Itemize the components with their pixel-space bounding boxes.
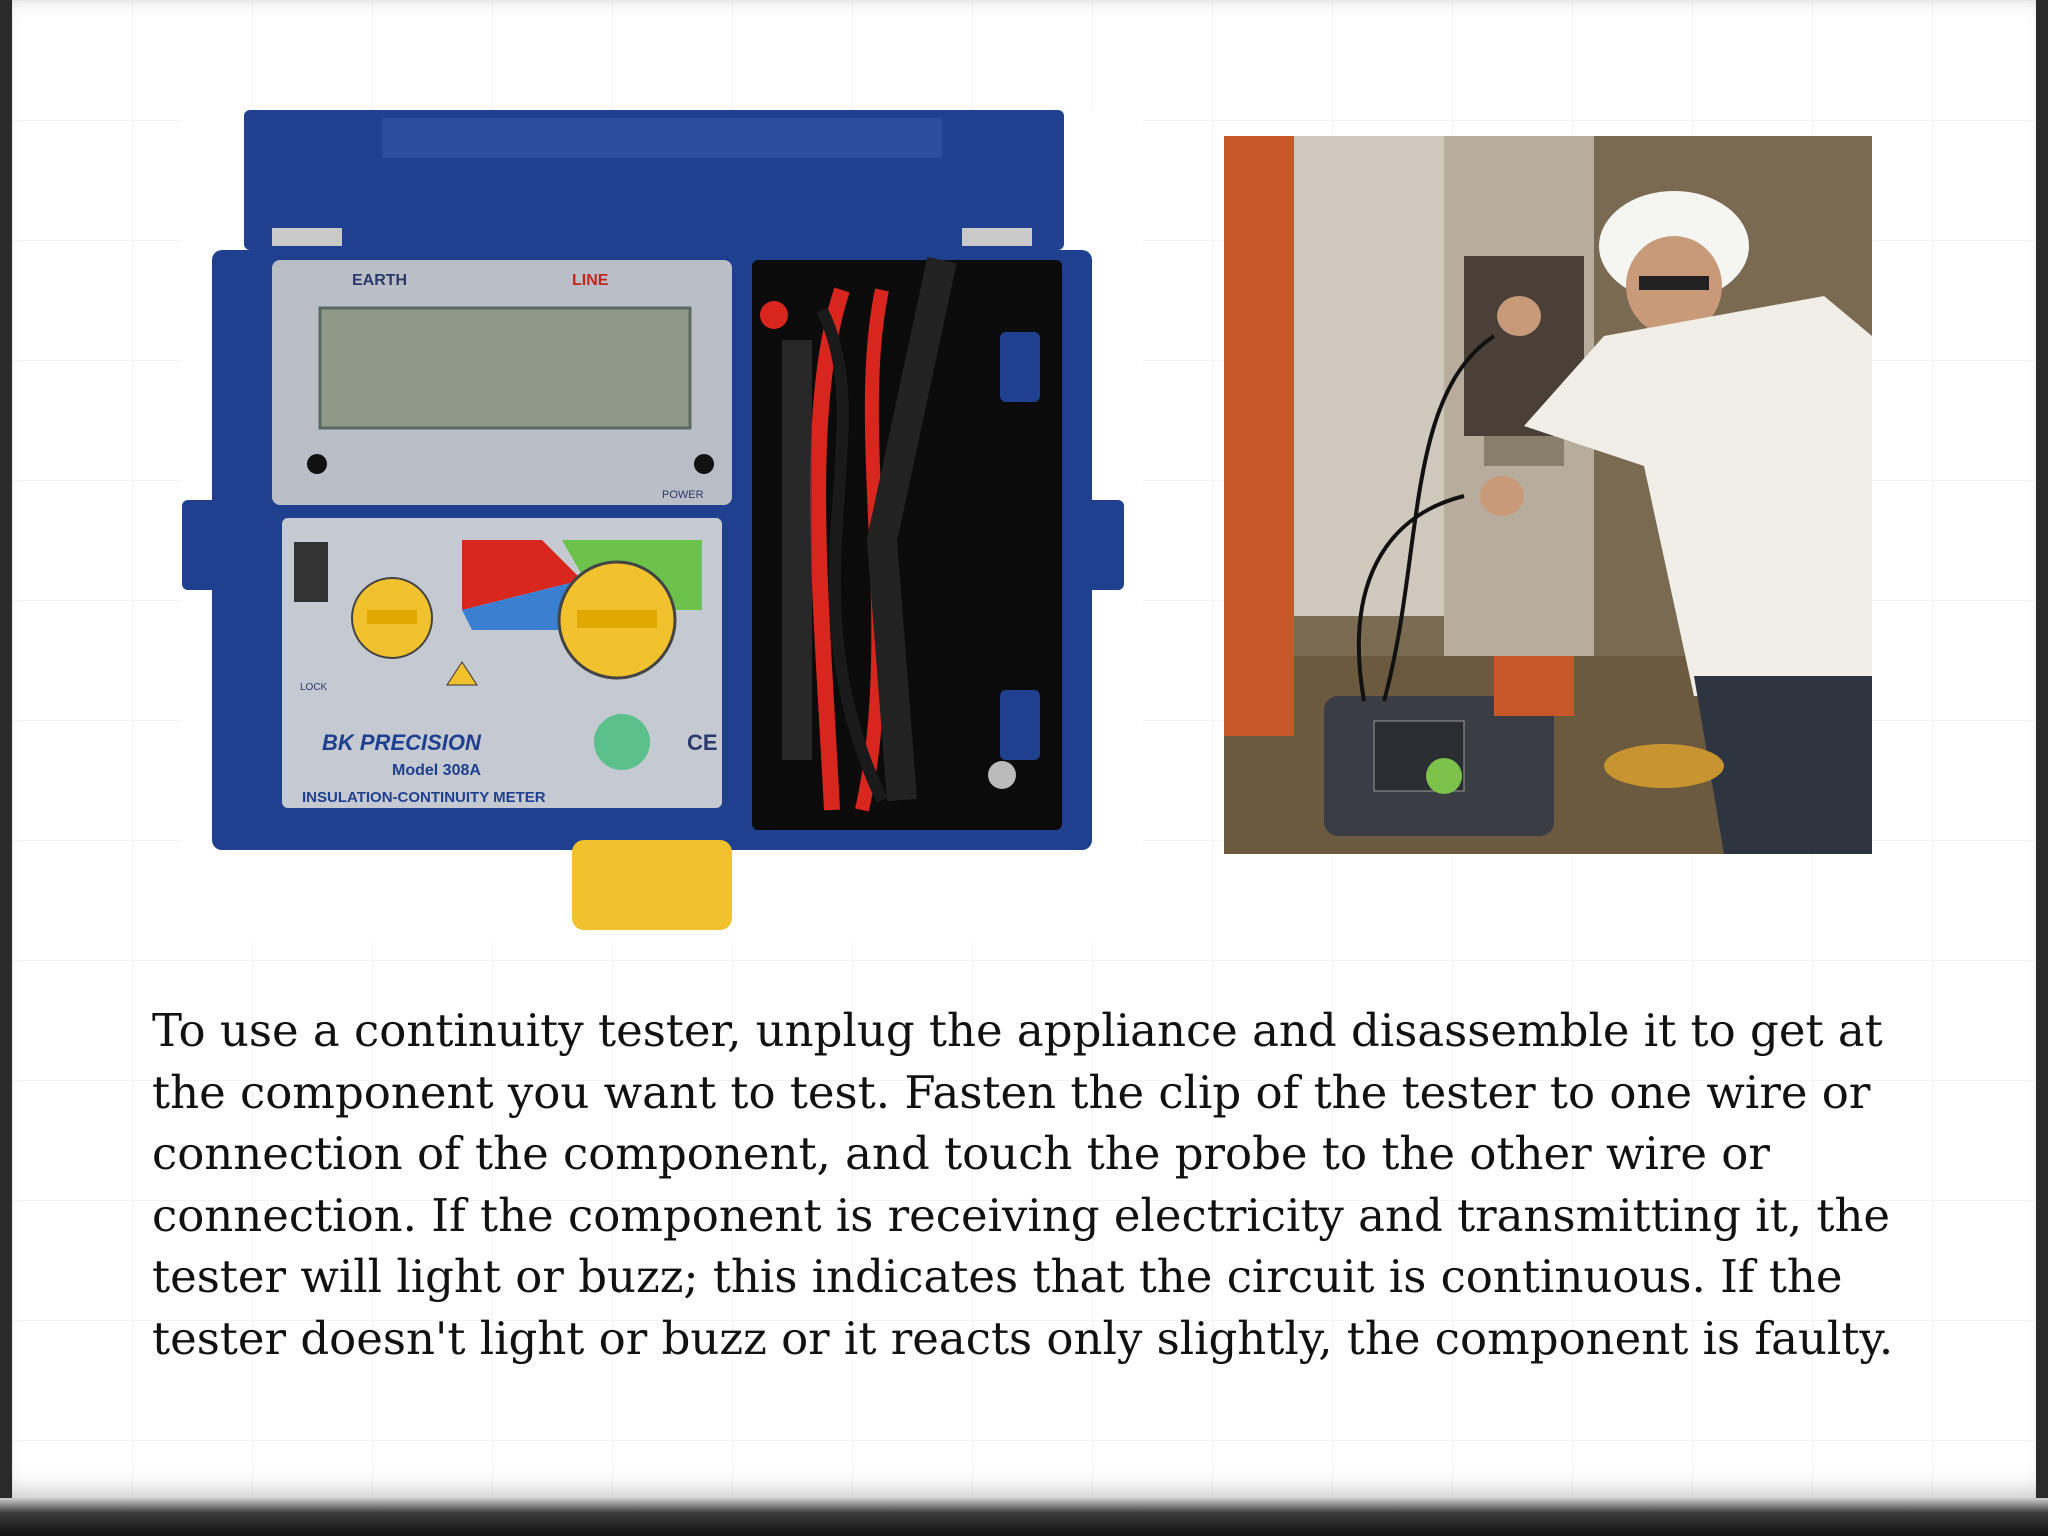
lcd-screen [320, 308, 690, 428]
meter-yellow-handle [572, 840, 732, 930]
brand-label: BK PRECISION [322, 730, 481, 755]
ce-mark: CE [687, 730, 718, 755]
power-label: POWER [662, 489, 704, 501]
product-name-label: INSULATION-CONTINUITY METER [302, 789, 546, 806]
line-label: LINE [572, 272, 609, 289]
orange-frame [1224, 136, 1294, 736]
lid-instructions-area [382, 118, 942, 158]
slide-body-text: To use a continuity tester, unplug the appliance and disassemble it to get at the component you want to test. Fasten the clip of the tester to one wire or connection of the component, and touch the probe to the other wire or connection. If the component is receiving electricity and transmitting it, the tester will light or buzz; this indicates that the circuit is continuous. If the tester doesn't light or buzz or it reacts only slightly, the component is faulty. [152, 1004, 1894, 1365]
insulation-continuity-meter-photo [182, 110, 1142, 940]
technician-illustration [1224, 136, 1872, 854]
model-label: Model 308A [392, 762, 481, 779]
earth-label: EARTH [352, 272, 408, 289]
technician-testing-photo [1224, 136, 1872, 854]
lock-label: LOCK [300, 682, 328, 693]
meter-illustration [182, 110, 1142, 940]
slide [12, 0, 2036, 1498]
slide-bottom-edge [0, 1498, 2048, 1536]
